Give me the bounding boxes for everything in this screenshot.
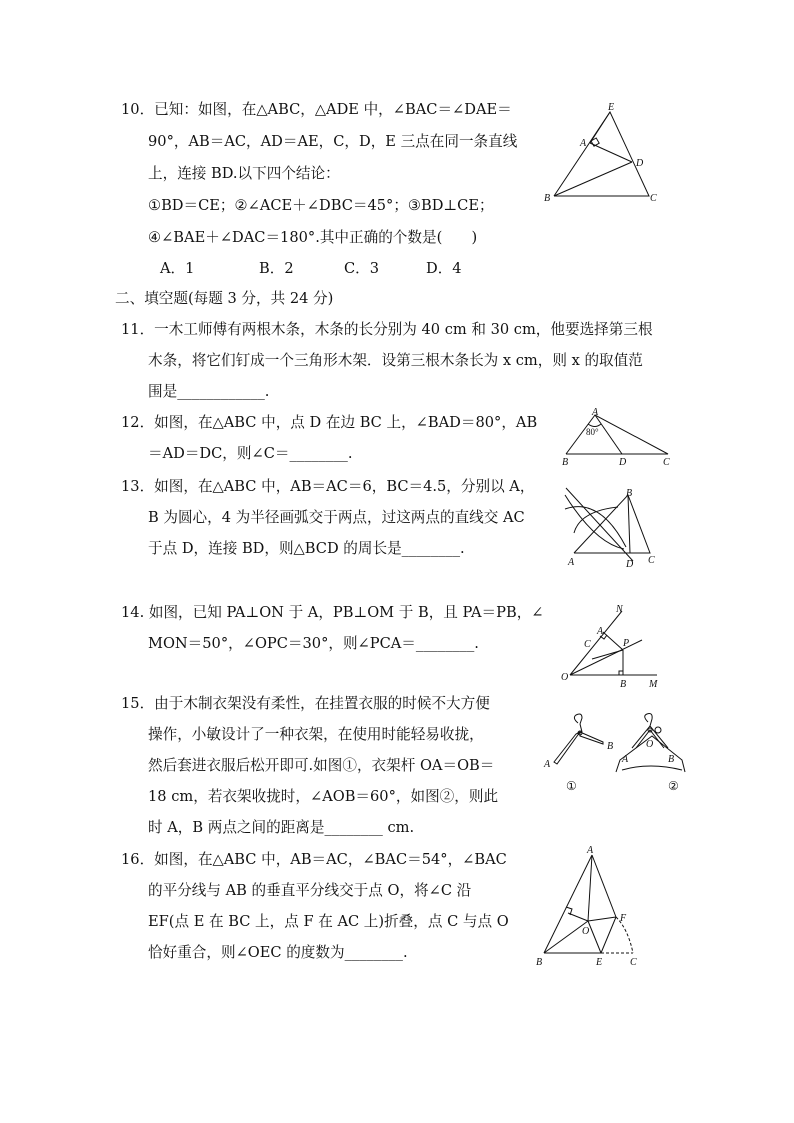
q14-label-a: A (597, 626, 604, 637)
q10-line-2: 90°，AB＝AC，AD＝AE，C，D，E 三点在同一条直线 (148, 133, 518, 150)
q15-hanger-1 (554, 714, 603, 764)
q13-label-d: D (626, 559, 634, 570)
q15-line-4: 18 cm，若衣架收拢时，∠AOB＝60°，如图②，则此 (148, 788, 499, 805)
q15-line-5: 时 A，B 两点之间的距离是________ cm. (148, 819, 415, 836)
q14-label-n: N (616, 604, 623, 615)
q10-label-d: D (636, 158, 644, 169)
q12-line-1: 12．如图，在△ABC 中，点 D 在边 BC 上，∠BAD＝80°，AB (121, 414, 538, 431)
q15-label-a-2: A (622, 754, 629, 765)
q12-line-2: ＝AD＝DC，则∠C＝________. (148, 445, 353, 462)
q16-line-4: 恰好重合，则∠OEC 的度数为________. (148, 944, 408, 961)
q13-line-1: 13．如图，在△ABC 中，AB＝AC＝6，BC＝4.5，分别以 A， (121, 478, 535, 495)
q16-label-b: B (536, 957, 543, 968)
q14-label-p: P (623, 638, 630, 649)
q12-label-d: D (619, 457, 627, 468)
q14-line-2: MON＝50°，∠OPC＝30°，则∠PCA＝________. (148, 635, 479, 652)
q14-label-o: O (561, 672, 569, 683)
q10-label-a: A (580, 138, 587, 149)
q13-line-3: 于点 D，连接 BD，则△BCD 的周长是________. (148, 540, 465, 557)
q12-figure (555, 405, 680, 470)
q10-label-c: C (650, 193, 657, 204)
q14-label-c: C (584, 639, 591, 650)
q10-figure (540, 102, 670, 210)
q10-label-b: B (544, 193, 551, 204)
q12-label-b: B (562, 457, 569, 468)
q14-label-b: B (620, 679, 627, 690)
q10-option-a: A．1 (160, 260, 195, 277)
q13-figure (560, 483, 670, 573)
q13-label-a: A (568, 557, 575, 568)
q15-label-b-2: B (668, 754, 675, 765)
q15-label-b-1: B (607, 741, 614, 752)
q15-caption-1: ① (566, 779, 577, 793)
q16-line-1: 16．如图，在△ABC 中，AB＝AC，∠BAC＝54°，∠BAC (121, 851, 507, 868)
q15-label-o-2: O (646, 739, 654, 750)
q15-line-2: 操作，小敏设计了一种衣架，在使用时能轻易收拢， (148, 726, 484, 743)
q10-line-1: 10．已知：如图，在△ABC，△ADE 中，∠BAC＝∠DAE＝ (121, 101, 512, 118)
q11-line-3: 围是____________. (148, 383, 270, 400)
q10-line-5: ④∠BAE＋∠DAC＝180°.其中正确的个数是( ) (148, 229, 478, 246)
q13-label-c: C (648, 555, 655, 566)
q14-figure (560, 603, 670, 693)
q14-label-m: M (649, 679, 658, 690)
q15-line-3: 然后套进衣服后松开即可.如图①，衣架杆 OA＝OB＝ (148, 757, 495, 774)
q16-label-e: E (596, 957, 603, 968)
q11-line-1: 11．一木工师傅有两根木条，木条的长分别为 40 cm 和 30 cm，他要选择第三根 (121, 321, 653, 338)
q16-label-f: F (620, 913, 627, 924)
q16-figure (530, 845, 650, 970)
q12-label-a: A (592, 407, 599, 418)
q15-line-1: 15．由于木制衣架没有柔性，在挂置衣服的时候不大方便 (121, 695, 490, 712)
q13-line-2: B 为圆心，4 为半径画弧交于两点，过这两点的直线交 AC (148, 509, 525, 526)
q11-line-2: 木条，将它们钉成一个三角形木架．设第三根木条长为 x cm，则 x 的取值范 (148, 352, 643, 369)
q16-line-2: 的平分线与 AB 的垂直平分线交于点 O，将∠C 沿 (148, 882, 472, 899)
q10-line-3: 上，连接 BD.以下四个结论： (148, 165, 340, 182)
q16-label-c: C (630, 957, 637, 968)
q12-label-c: C (663, 457, 670, 468)
q10-label-e: E (608, 102, 615, 113)
q10-option-d: D．4 (426, 260, 462, 277)
q15-label-a-1: A (544, 759, 551, 770)
q15-caption-2: ② (668, 779, 679, 793)
q10-line-4: ①BD＝CE；②∠ACE＋∠DBC＝45°；③BD⊥CE； (148, 197, 494, 214)
q13-label-b: B (626, 488, 633, 499)
q10-option-c: C．3 (344, 260, 380, 277)
section-2-title: 二、填空题(每题 3 分，共 24 分) (115, 290, 334, 307)
q12-label-angle: 80° (586, 427, 599, 437)
q15-figure (540, 712, 690, 797)
q16-label-o: O (582, 926, 590, 937)
q16-line-3: EF(点 E 在 BC 上，点 F 在 AC 上)折叠，点 C 与点 O (148, 913, 509, 930)
q14-line-1: 14. 如图，已知 PA⊥ON 于 A，PB⊥OM 于 B，且 PA＝PB，∠ (121, 604, 544, 621)
q10-option-b: B．2 (259, 260, 294, 277)
q16-label-a: A (587, 845, 594, 856)
